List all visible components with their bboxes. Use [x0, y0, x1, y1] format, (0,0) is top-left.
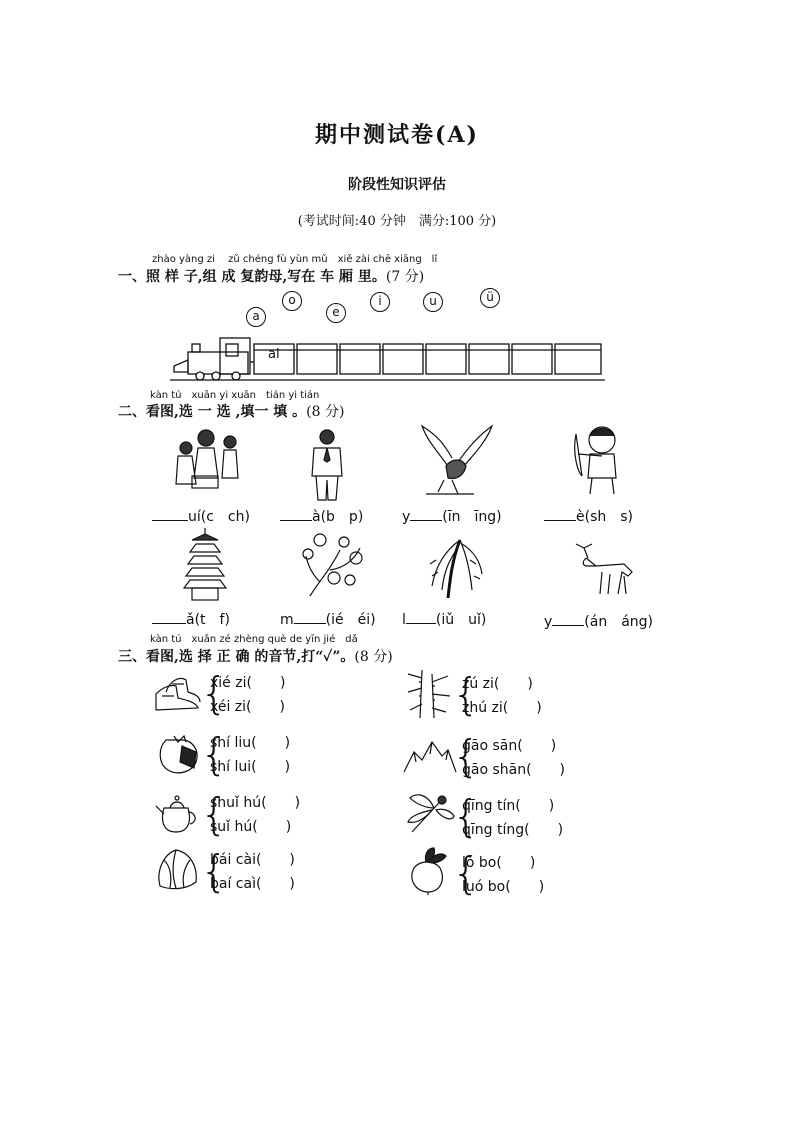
willow-tree-icon	[416, 530, 486, 600]
train-car-4	[383, 344, 423, 374]
option-b[interactable]: suǐ hú( )	[210, 819, 292, 835]
answer-blank[interactable]	[152, 609, 186, 624]
option-a[interactable]: xié zi( )	[210, 675, 286, 691]
option-a[interactable]: qīng tín( )	[462, 798, 555, 814]
deer-icon	[572, 536, 638, 598]
train-car-7	[512, 344, 552, 374]
answer-blank[interactable]	[280, 506, 312, 521]
section3-heading	[118, 646, 393, 666]
letter-circle-a: a	[246, 307, 266, 327]
section2-heading-text: 二、看图,选 一 选 ,填一 填 。	[118, 404, 307, 420]
answer-blank[interactable]	[544, 506, 576, 521]
pomegranate-icon	[156, 732, 202, 776]
option-a[interactable]: ló bo( )	[462, 855, 536, 871]
exam-info: (考试时间:40 分钟 满分:100 分)	[297, 214, 497, 229]
brace: {	[452, 791, 480, 842]
section3-pinyin: kàn tú xuǎn zé zhèng què de yīn jié dǎ	[150, 634, 358, 645]
letter-circle-u: u	[423, 292, 443, 312]
mountain-icon	[402, 738, 458, 774]
page-subtitle: 阶段性知识评估	[348, 177, 446, 193]
section2-pinyin: kàn tú xuǎn yi xuǎn tián yi tián	[150, 390, 320, 401]
option-b[interactable]: zhú zi( )	[462, 700, 542, 716]
section1-pinyin: zhào yàng zi zǔ chéng fù yùn mǔ xiě zài chē xiāng lǐ	[152, 254, 438, 265]
option-b[interactable]: luó bo( )	[462, 879, 545, 895]
letter-circle-e: e	[326, 303, 346, 323]
fill-item-7: l (iǔ uǐ)	[402, 609, 486, 629]
train-car-6	[469, 344, 509, 374]
section3-points: (8 分)	[354, 649, 393, 665]
radish-icon	[406, 846, 450, 896]
option-a[interactable]: gāo sān( )	[462, 738, 557, 754]
first-car-label: ai	[268, 347, 280, 362]
brace: {	[200, 789, 228, 840]
bamboo-icon	[404, 668, 454, 720]
train-locomotive	[188, 352, 248, 374]
option-b[interactable]: gāo shān( )	[462, 762, 566, 778]
answer-blank[interactable]	[410, 506, 442, 521]
option-a[interactable]: shí liu( )	[210, 735, 291, 751]
brace: {	[452, 731, 480, 782]
dragonfly-icon	[402, 792, 456, 836]
fill-item-1: uí(c ch)	[152, 506, 250, 526]
page-title: 期中测试卷(A)	[315, 122, 479, 148]
section2-heading	[118, 401, 344, 421]
fill-item-2: à(b p)	[280, 506, 363, 526]
answer-blank[interactable]	[294, 609, 326, 624]
option-b[interactable]: xéi zi( )	[210, 699, 285, 715]
section1-heading	[118, 266, 424, 286]
pagoda-icon	[182, 526, 228, 602]
train-car-3	[340, 344, 380, 374]
brace: {	[200, 729, 228, 780]
teapot-icon	[154, 792, 200, 836]
fill-item-5: ǎ(t f)	[152, 609, 230, 629]
train-car-2	[297, 344, 337, 374]
cabbage-icon	[154, 846, 202, 892]
fill-item-4: è(sh s)	[544, 506, 633, 526]
brace: {	[200, 668, 228, 719]
archer-boy-icon	[572, 424, 632, 496]
train-car-5	[426, 344, 466, 374]
answer-blank[interactable]	[152, 506, 188, 521]
option-b[interactable]: baí caì( )	[210, 876, 295, 892]
letter-circle-o: o	[282, 291, 302, 311]
section3-heading-text: 三、看图,选 择 正 确 的音节,打“✓”。	[118, 649, 355, 665]
plum-blossom-icon	[300, 530, 366, 600]
answer-blank[interactable]	[552, 611, 584, 626]
brace: {	[452, 848, 480, 899]
option-b[interactable]: shí lui( )	[210, 759, 291, 775]
eagle-icon	[418, 422, 494, 498]
option-a[interactable]: shuǐ hú( )	[210, 795, 301, 811]
option-b[interactable]: qīng tíng( )	[462, 822, 564, 838]
section2-points: (8 分)	[306, 404, 345, 420]
option-a[interactable]: bái cài( )	[210, 852, 295, 868]
train-car-8	[555, 344, 601, 374]
fill-item-3: y (īn īng)	[402, 506, 502, 526]
letter-circle-u-umlaut: ü	[480, 288, 500, 308]
answer-blank[interactable]	[406, 609, 436, 624]
family-icon	[170, 428, 244, 492]
shoes-icon	[152, 672, 202, 714]
fill-item-6: m (ié éi)	[280, 609, 376, 629]
brace: {	[452, 669, 480, 720]
letter-circle-i: i	[370, 292, 390, 312]
man-icon	[304, 428, 350, 502]
fill-item-8: y (án áng)	[544, 611, 653, 631]
brace: {	[200, 846, 228, 897]
option-a[interactable]: zú zi( )	[462, 676, 533, 692]
section1-heading-text: 一、照 样 子,组 成 复韵母,写在 车 厢 里。	[118, 269, 386, 285]
section1-points: (7 分)	[385, 269, 425, 285]
train-illustration	[170, 332, 610, 384]
